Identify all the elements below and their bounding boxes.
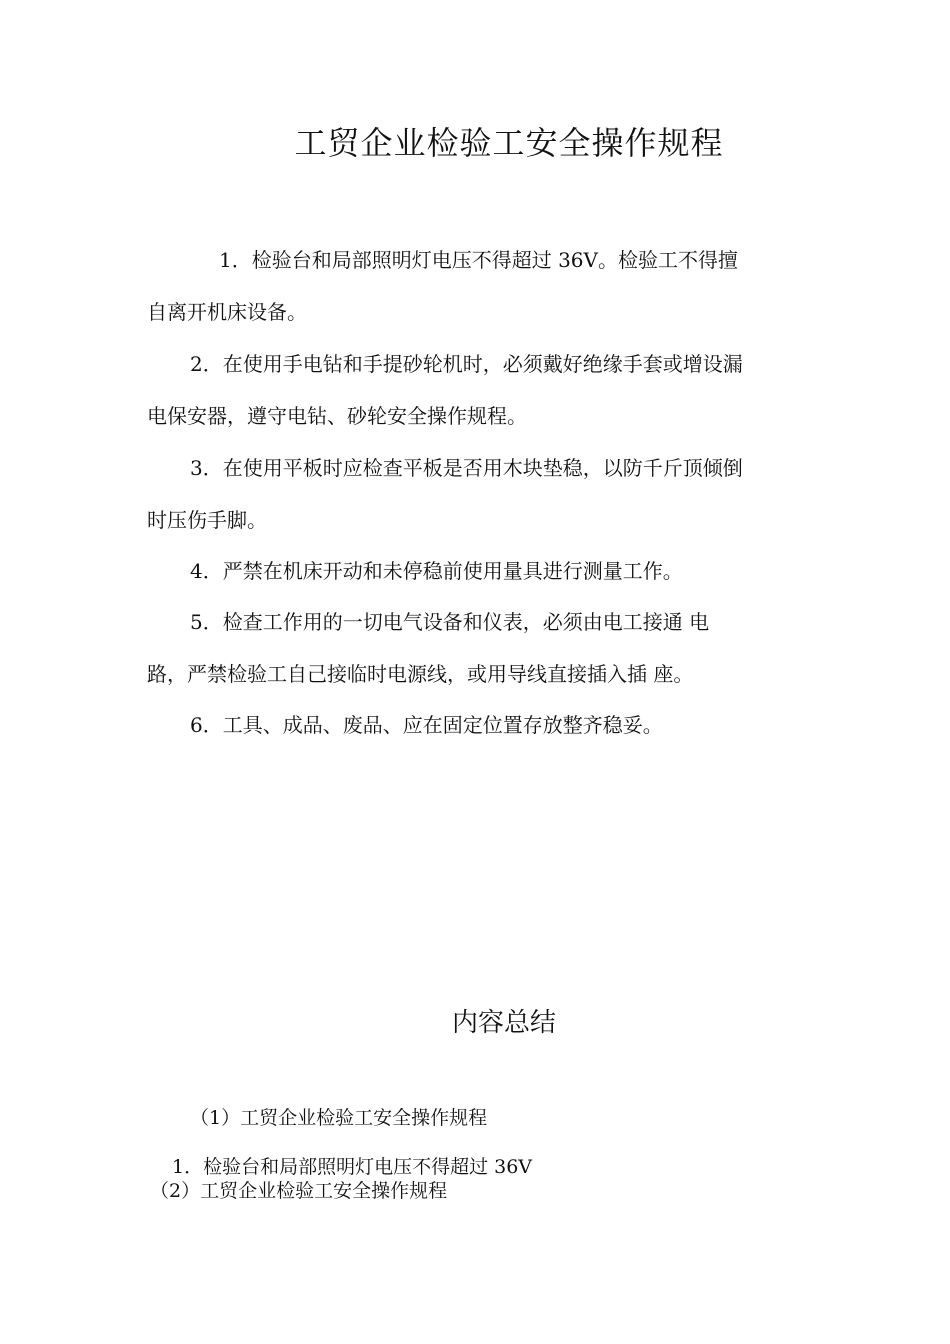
rule-item-4 [147,545,817,597]
summary-title: 内容总结 [451,1008,556,1038]
summary-line-3: （2）工贸企业检验工安全操作规程 [150,1180,448,1202]
summary-line-2: 1．检验台和局部照明灯电压不得超过 36V [172,1156,533,1178]
rule-item-5 [147,596,817,700]
rule-item-6 [147,699,817,751]
rule-item-5-line-1: 5．检查工作用的一切电气设备和仪表，必须由电工接通 电 [190,610,710,634]
rule-item-5-line-2: 路，严禁检验工自己接临时电源线，或用导线直接插入插 座。 [147,662,694,686]
rule-item-1-line-1: 1．检验台和局部照明灯电压不得超过 36V。检验工不得擅 [219,248,738,272]
document-title: 工贸企业检验工安全操作规程 [294,124,724,162]
rule-item-3-line-2: 时压伤手脚。 [147,508,267,532]
rule-item-2-line-2: 电保安器，遵守电钻、砂轮安全操作规程。 [147,404,527,428]
rule-item-4-line-1: 4．严禁在机床开动和未停稳前使用量具进行测量工作。 [190,559,683,583]
rule-item-3-line-1: 3．在使用平板时应检查平板是否用木块垫稳，以防千斤顶倾倒 [190,456,743,480]
rule-item-3 [147,442,817,546]
rule-item-2 [147,338,817,442]
summary-line-1: （1）工贸企业检验工安全操作规程 [190,1107,488,1129]
rule-item-1 [147,234,817,338]
rule-item-2-line-1: 2．在使用手电钻和手提砂轮机时，必须戴好绝缘手套或增设漏 [190,352,743,376]
rule-item-6-line-1: 6．工具、成品、废品、应在固定位置存放整齐稳妥。 [190,713,663,737]
rule-item-1-line-2: 自离开机床设备。 [147,300,307,324]
